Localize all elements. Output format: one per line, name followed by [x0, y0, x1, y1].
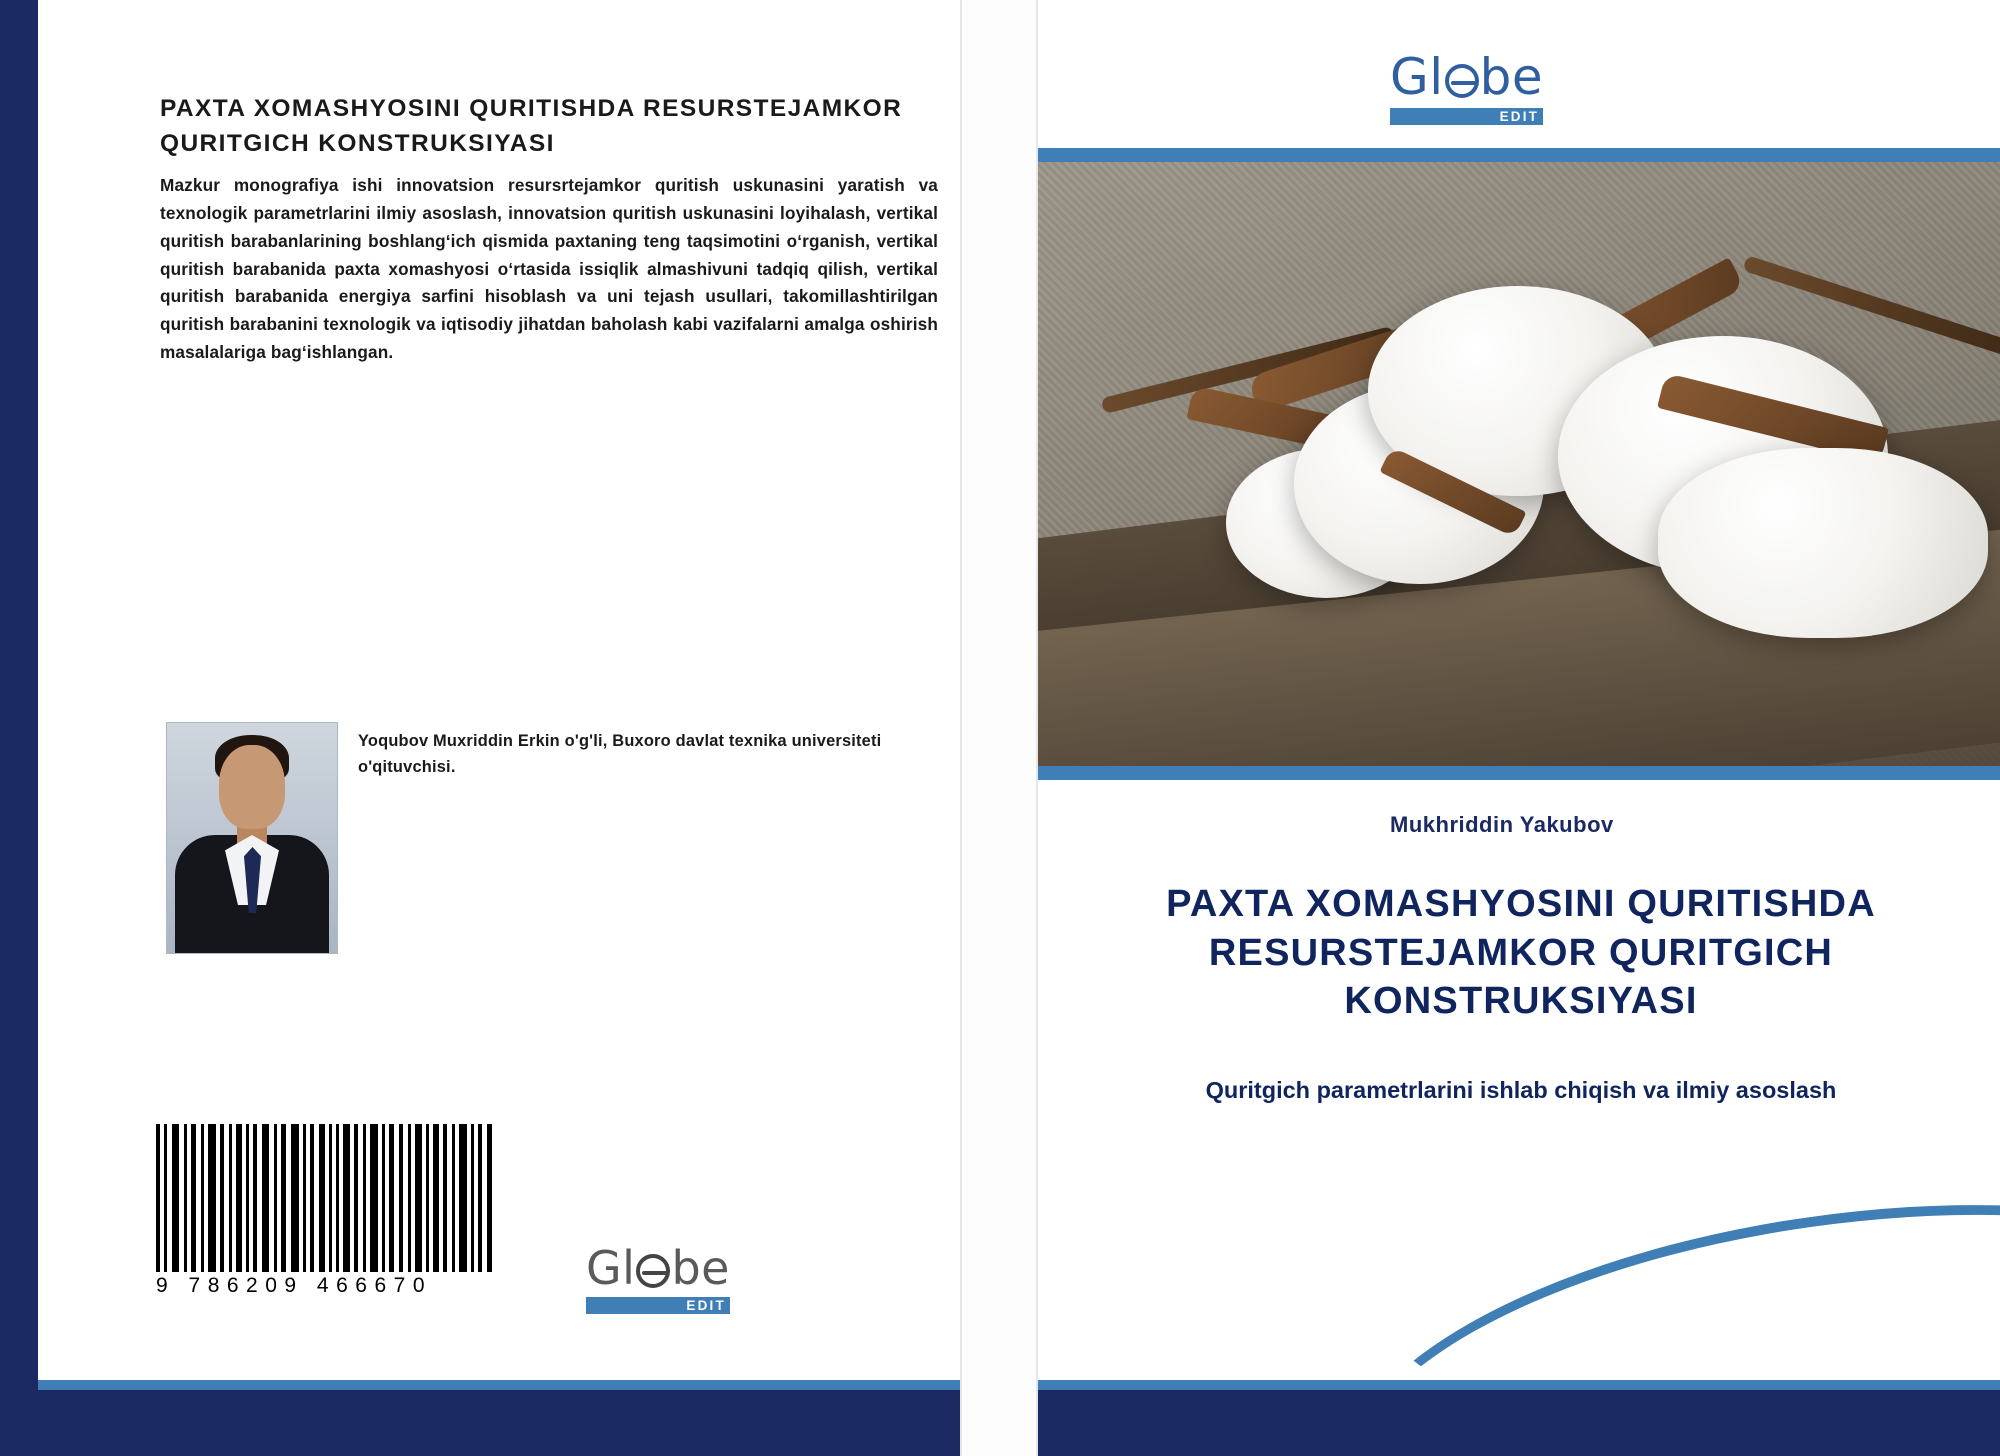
publisher-logo-back: [586, 1241, 766, 1314]
globe-icon-front: [1445, 64, 1479, 98]
front-accent-bar: [1038, 1380, 2000, 1390]
publisher-name-part2: be: [671, 1241, 730, 1295]
publisher-imprint-back: EDIT: [686, 1298, 726, 1313]
front-cover: [1038, 0, 2000, 1456]
author-biography: Yoqubov Muxriddin Erkin o'g'li, Buxoro davlat texnika universiteti o'qituvchisi.: [358, 732, 882, 777]
front-footer-block: [1038, 1390, 2000, 1456]
publisher-imprint-bar: [586, 1297, 730, 1314]
author-photo: [166, 722, 338, 954]
back-footer-block: [38, 1390, 960, 1456]
back-cover-title: PAXTA XOMASHYOSINI QURITISHDA RESURSTEJAMKOR QURITGICH KONSTRUKSIYASI: [160, 95, 903, 157]
globe-icon: [636, 1254, 670, 1288]
publisher-name-part2-front: be: [1479, 48, 1544, 106]
publisher-name-part1-front: Gl: [1390, 48, 1444, 106]
back-cover-abstract: Mazkur monografiya ishi innovatsion resursrtejamkor quritish uskunasini yaratish va texnologik parametrlarini ilmiy asoslash, innovatsion quritish uskunasini loyihalash, vertikal quritish barabanlarining boshlangʻich qismida paxtaning teng taqsimotini oʻrganish, vertikal quritish barabanida paxta xomashyosi oʻrtasida issiqlik almashivuni tadqiq qilish, vertikal quritish barabanida energiya sarfini hisoblash va uni tejash usullari, takomillashtirilgan quritish barabanini texnologik va iqtisodiy jihatdan baholash kabi vazifalarni amalga oshirish masalalariga bagʻishlangan.: [160, 175, 938, 363]
publisher-name-part1: Gl: [586, 1241, 636, 1295]
publisher-imprint-bar-front: [1390, 108, 1543, 125]
front-cover-subtitle: Quritgich parametrlarini ishlab chiqish va ilmiy asoslash: [1205, 1077, 1837, 1103]
back-cover: [38, 0, 960, 1456]
publisher-imprint-front: EDIT: [1499, 109, 1540, 124]
front-cover-title: PAXTA XOMASHYOSINI QURITISHDA RESURSTEJAMKOR QURITGICH KONSTRUKSIYASI: [1166, 883, 1876, 1023]
isbn-barcode: [156, 1124, 496, 1314]
cover-photo: [1038, 148, 2000, 780]
book-spine: [960, 0, 1038, 1456]
author-photo-face: [219, 745, 285, 829]
barcode-bars: [156, 1124, 496, 1272]
front-cover-author: Mukhriddin Yakubov: [1390, 812, 1614, 837]
isbn-number: 9 786209 466670: [156, 1274, 432, 1297]
back-accent-bar: [38, 1380, 960, 1390]
cotton-boll-4: [1658, 448, 1988, 638]
publisher-logo-front: [1390, 48, 1590, 125]
